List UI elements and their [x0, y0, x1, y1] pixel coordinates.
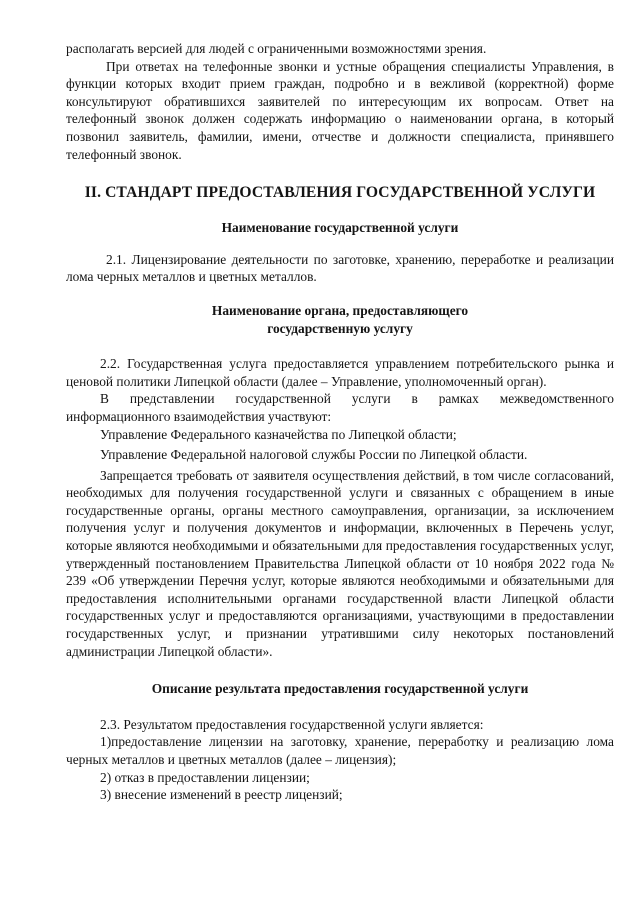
heading-result: Описание результата предоставления государственной услуги	[151, 681, 529, 697]
result-item-1: 1)предоставление лицензии на заготовку, хранение, переработку и реализацию лома черных металлов и цветных металлов (далее – лицензия);	[66, 734, 614, 767]
paragraph-2-2-interagency: В представлении государственной услуги в рамках межведомственного информационного взаимодействия участвуют:	[66, 391, 614, 424]
paragraph-prohibition: Запрещается требовать от заявителя осуществления действий, в том числе согласований, необходимых для получения государственной услуги и связанных с обращением в иные государственные органы, органы местного самоуправления, организации, за исключением получения услуг и получения документов и информации, включенных в Перечень услуг, которые являются необходимыми и обязательными для предоставления государственных услуг, утвержденный постановлением Правительства Липецкой области от 10 ноября 2022 года № 239 «Об утверждении Перечня услуг, которые являются необходимыми и обязательными для предоставления исполнительными органами государственной власти Липецкой области государственных услуг и предоставляются организациями, участвующими в предоставлении государственных услуг, и признании утратившими силу некоторых постановлений администрации Липецкой области».	[66, 467, 614, 659]
paragraph-2-2: 2.2. Государственная услуга предоставляется управлением потребительского рынка и ценовой политики Липецкой области (далее – Управление, уполномоченный орган).	[66, 356, 614, 389]
intro-paragraph-1: располагать версией для людей с ограниченными возможностями зрения.	[66, 41, 487, 56]
section-title: II. СТАНДАРТ ПРЕДОСТАВЛЕНИЯ ГОСУДАРСТВЕННОЙ УСЛУГИ	[84, 184, 596, 202]
heading-service-name: Наименование государственной услуги	[221, 220, 459, 236]
paragraph-treasury: Управление Федерального казначейства по Липецкой области;	[100, 426, 457, 442]
heading-authority	[66, 302, 614, 337]
result-item-3: 3) внесение изменений в реестр лицензий;	[100, 787, 343, 803]
paragraph-tax-service: Управление Федеральной налоговой службы России по Липецкой области.	[100, 447, 528, 463]
result-item-2: 2) отказ в предоставлении лицензии;	[100, 769, 310, 785]
paragraph-2-1: 2.1. Лицензирование деятельности по заготовке, хранению, переработке и реализации лома черных металлов и цветных металлов.	[66, 251, 614, 285]
document-page	[66, 40, 614, 804]
heading-authority-line-2: государственную услугу	[267, 320, 413, 336]
intro-paragraph-2: При ответах на телефонные звонки и устные обращения специалисты Управления, в функции которых входит прием граждан, подробно и в вежливой (корректной) форме консультируют обратившихся заявителей по интересующим их вопросам. Ответ на телефонный звонок должен содержать информацию о наименовании органа, в который позвонил заявитель, фамилии, имени, отчестве и должности специалиста, принявшего телефонный звонок.	[66, 58, 614, 162]
paragraph-2-3: 2.3. Результатом предоставления государственной услуги является:	[100, 716, 484, 732]
heading-authority-line-1: Наименование органа, предоставляющего	[211, 302, 469, 318]
